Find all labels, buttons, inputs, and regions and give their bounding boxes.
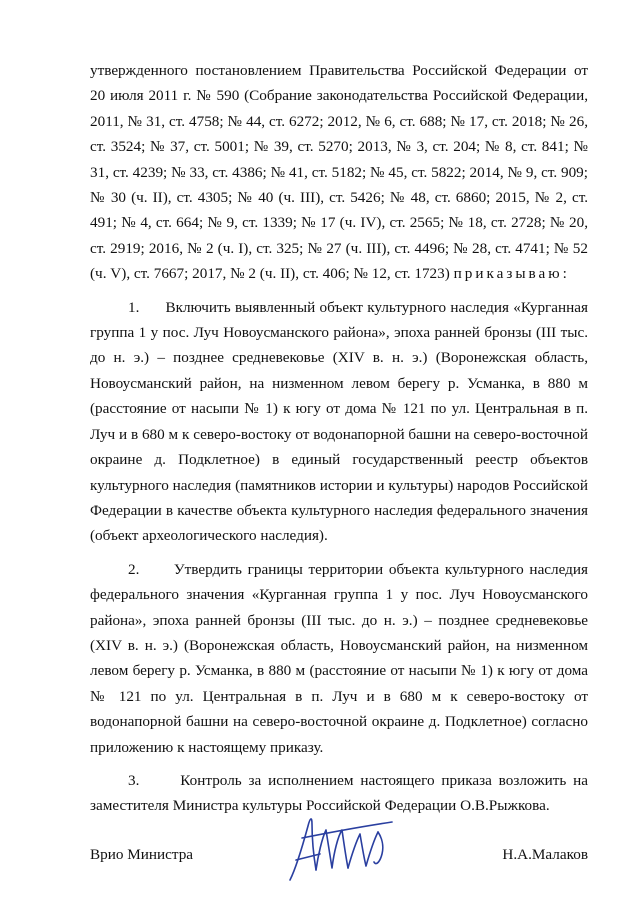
signature-block <box>90 846 588 872</box>
signatory-position: Врио Министра <box>90 846 194 863</box>
order-body <box>90 58 588 819</box>
item-number: 3. <box>128 771 140 789</box>
item-text: Утвердить границы территории объекта культурного наследия федерального значения «Курганная группа 1 у пос. Луч Новоусманского района», эпоха ранней бронзы (III тыс. до н. э.) – позднее средневековье (XIV в. н. э.) (Воронежская область, Новоусманский район, на низменном левом берегу р. Усманка, в 880 м (расстояние от насыпи № 1) к югу от дома № 121 по ул. Центральная в п. Луч и в 680 м к северо-востоку от водонапорной башни на северо-восточной окраине д. Подклетное) согласно приложению к настоящему приказу. <box>90 560 589 756</box>
item-text: Контроль за исполнением настоящего приказа возложить на заместителя Министра культуры Российской Федерации О.В.Рыжкова. <box>90 771 588 815</box>
order-word: приказываю: <box>453 265 570 283</box>
item-text: Включить выявленный объект культурного наследия «Курганная группа 1 у пос. Луч Новоусманского района», эпоха ранней бронзы (III тыс. до н. э.) – позднее средневековье (XIV в. н. э.) (Воронежская область, Новоусманский район, на низменном левом берегу р. Усманка, в 880 м (расстояние от насыпи № 1) к югу от дома № 121 по ул. Центральная в п. Луч и в 680 м к северо-востоку от водонапорной башни на северо-восточной окраине д. Подклетное) в единый государственный реестр объектов культурного наследия (памятников истории и культуры) народов Российской Федерации в качестве объекта культурного наследия федерального значения (объект археологического наследия). <box>90 298 589 545</box>
intro-text: утвержденного постановлением Правительства Российской Федерации от 20 июля 2011 г. № 590 (Собрание законодательства Российской Федерации, 2011, № 31, ст. 4758; № 44, ст. 6272; 2012, № 6, ст. 688; № 17, ст. 2018; № 26, ст. 3524; № 37, ст. 5001; № 39, ст. 5270; 2013, № 3, ст. 204; № 8, ст. 841; № 31, ст. 4239; № 33, ст. 4386; № 41, ст. 5182; № 45, ст. 5822; 2014, № 9, ст. 909; № 30 (ч. II), ст. 4305; № 40 (ч. III), ст. 5426; № 48, ст. 6860; 2015, № 2, ст. 491; № 4, ст. 664; № 9, ст. 1339; № 17 (ч. IV), ст. 2565; № 18, ст. 2728; № 20, ст. 2919; 2016, № 2 (ч. I), ст. 325; № 27 (ч. III), ст. 4496; № 28, ст. 4741; № 52 (ч. V), ст. 7667; 2017, № 2 (ч. II), ст. 406; № 12, ст. 1723) <box>90 62 588 283</box>
item-number: 2. <box>128 560 140 578</box>
signatory-name: Н.А.Малаков <box>502 846 588 863</box>
item-number: 1. <box>128 298 140 316</box>
intro-paragraph <box>90 58 588 287</box>
order-item-1 <box>90 295 588 549</box>
order-item-2 <box>90 557 588 760</box>
